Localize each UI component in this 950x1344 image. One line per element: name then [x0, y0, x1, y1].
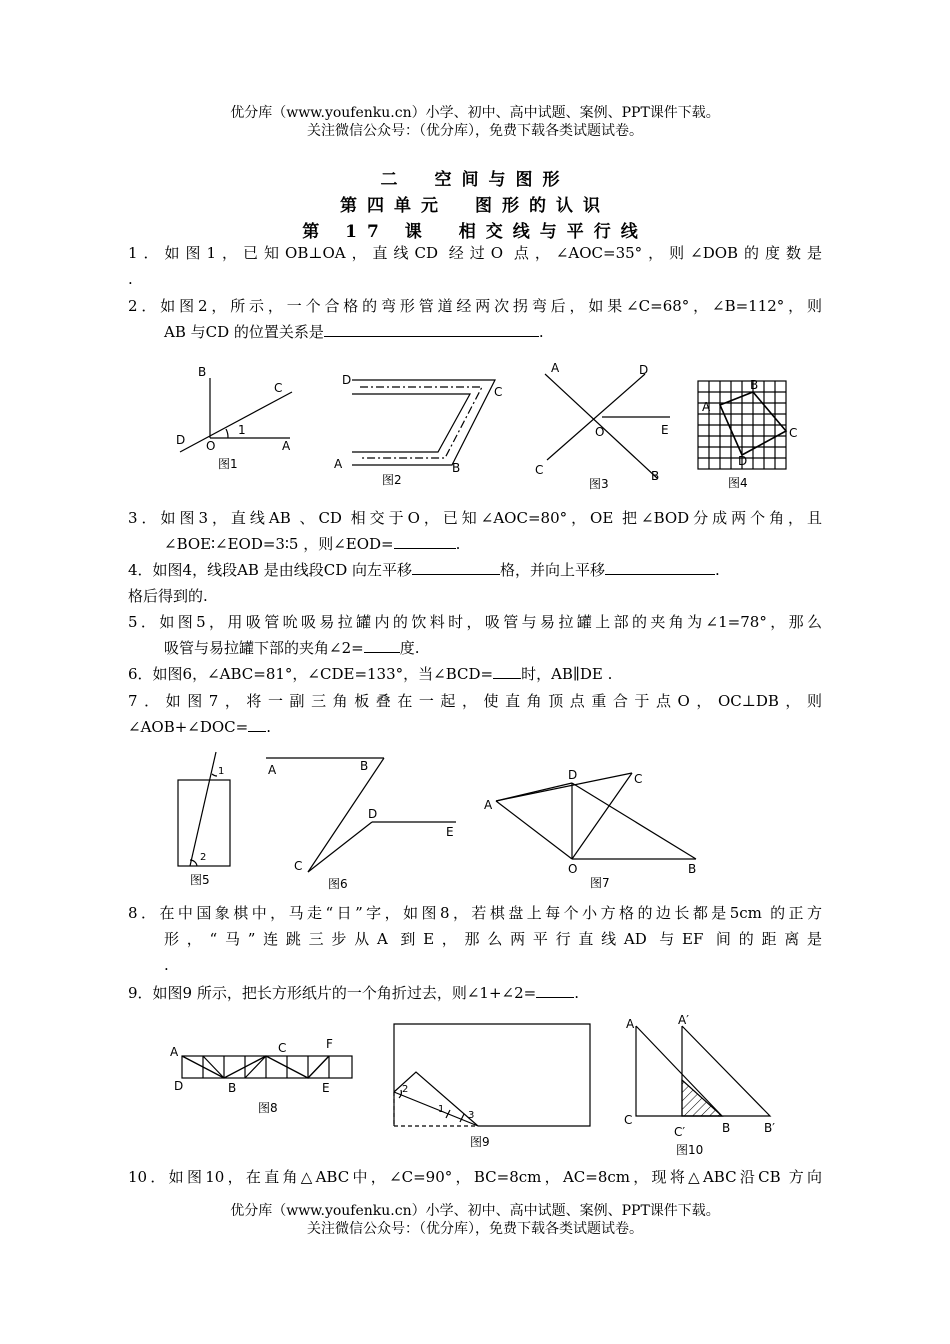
question-8: [128, 900, 822, 978]
question-text: 如图2，所示，一个合格的弯形管道经两次拐弯后，如果∠C=68°，∠B=112°，则: [160, 297, 822, 315]
fig5-label-1: 1: [218, 766, 225, 777]
question-number: 3．: [128, 509, 161, 527]
fig1-label-c: C: [274, 381, 283, 395]
straw-line: [190, 752, 216, 866]
question-tail: .: [574, 984, 580, 1002]
fig8-caption: 图8: [258, 1101, 278, 1115]
section-title: 二 空间与图形: [380, 170, 570, 190]
answer-blank[interactable]: [394, 532, 456, 549]
question-7: [128, 688, 822, 740]
fig2-label-b: B: [452, 461, 461, 475]
fig3-caption: 图3: [589, 477, 609, 491]
question-text: 在中国象棋中，马走“日”字，如图8，若棋盘上每个小方格的边长都是5cm 的正方: [159, 904, 822, 922]
fig7-label-a: A: [484, 798, 493, 812]
fig2-label-c: C: [494, 385, 503, 399]
fig3-label-b: B: [651, 469, 660, 483]
figure-10: [618, 1012, 798, 1160]
line-db: [572, 783, 696, 859]
question-2: [128, 293, 822, 345]
fig10-label-b-prime: B′: [764, 1121, 775, 1135]
fig7-label-c: C: [634, 772, 643, 786]
question-tail: .: [715, 561, 720, 579]
fig4-label-c: C: [789, 426, 798, 440]
question-tail: .: [164, 956, 169, 974]
fig6-caption: 图6: [328, 877, 348, 891]
question-1: [128, 240, 822, 292]
question-text: ∠BOE∶∠EOD=3∶5 ，则∠EOD=: [164, 535, 394, 553]
fig7-caption: 图7: [590, 876, 610, 890]
fig1-label-o: O: [206, 439, 216, 453]
question-tail: 时，AB∥DE .: [521, 665, 613, 683]
line-ac: [496, 773, 632, 801]
folded-corner: [394, 1072, 478, 1126]
question-tail: .: [538, 323, 544, 341]
fig8-label-b: B: [228, 1081, 237, 1095]
question-number: 1．: [128, 244, 165, 262]
question-5: [128, 609, 822, 661]
fig9-label-1: 1: [438, 1104, 445, 1115]
fig1-label-d: D: [176, 433, 186, 447]
question-number: 4．: [128, 561, 153, 579]
fig7-label-o: O: [568, 862, 578, 876]
fig6-label-c: C: [294, 859, 303, 873]
question-10: [128, 1164, 822, 1190]
question-number: 2．: [128, 297, 161, 315]
unit-title: 第四单元 图形的认识: [340, 196, 610, 216]
fig10-label-b: B: [722, 1121, 731, 1135]
line-ao: [496, 801, 572, 859]
fig9-caption: 图9: [470, 1135, 490, 1149]
answer-blank[interactable]: [493, 662, 521, 679]
question-text: AB 与CD 的位置关系是: [164, 323, 324, 341]
fig10-label-a: A: [626, 1017, 635, 1031]
question-tail: .: [266, 718, 272, 736]
figure-6: [262, 748, 462, 892]
fig10-label-c: C: [624, 1113, 633, 1127]
fig5-label-2: 2: [200, 852, 207, 863]
question-number: 6．: [128, 665, 153, 683]
answer-blank[interactable]: [364, 636, 400, 653]
question-tail: 度.: [399, 639, 420, 657]
header-line-1: 优分库（www.youfenku.cn）小学、初中、高中试题、案例、PPT课件下载。: [230, 105, 720, 121]
fig10-caption: 图10: [676, 1143, 704, 1157]
figure-8: [168, 1036, 358, 1120]
question-number: 7．: [128, 692, 166, 710]
question-text: 如图9 所示，把长方形纸片的一个角折过去，则∠1+∠2=: [152, 984, 537, 1002]
question-text: 格后得到的.: [128, 587, 208, 605]
line-oc: [572, 773, 632, 859]
fig2-caption: 图2: [382, 473, 402, 487]
question-number: 5．: [128, 613, 160, 631]
question-tail: .: [455, 535, 461, 553]
fig2-label-d: D: [342, 373, 352, 387]
question-text: 如图10，在直角△ABC中，∠C=90°，BC=8cm，AC=8cm，现将△ABC沿CB 方向: [168, 1168, 822, 1186]
figure-2: [330, 370, 510, 485]
fig3-label-e: E: [661, 423, 669, 437]
fig6-label-e: E: [446, 825, 454, 839]
fig1-label-a: A: [282, 439, 291, 453]
answer-blank[interactable]: [248, 715, 266, 732]
fig4-label-a: A: [702, 400, 711, 414]
question-text: 如图3，直线AB 、CD 相交于O，已知∠AOC=80°，OE 把∠BOD分成两个角，且: [160, 509, 823, 527]
footer-line-2: 关注微信公众号：（优分库），免费下载各类试题试卷。: [307, 1221, 643, 1237]
question-text: 如图5，用吸管吮吸易拉罐内的饮料时，吸管与易拉罐上部的夹角为∠1=78°，那么: [159, 613, 822, 631]
question-text: 如图7，将一副三角板叠在一起，使直角顶点重合于点O，OC⊥DB，则: [165, 692, 822, 710]
fig10-label-c-prime: C′: [674, 1125, 686, 1139]
question-text: 形，“马”连跳三步从A 到E，那么两平行直线AD 与EF 间的距离是: [164, 930, 822, 948]
fig8-label-f: F: [326, 1037, 333, 1051]
figure-3: [535, 360, 675, 490]
fig8-label-a: A: [170, 1045, 179, 1059]
triangle-abc: [636, 1026, 722, 1116]
figure-1: [170, 360, 300, 475]
fig9-label-3: 3: [468, 1110, 475, 1121]
fig7-label-b: B: [688, 862, 697, 876]
paper-rect: [394, 1024, 590, 1126]
question-text: ∠AOB+∠DOC=: [128, 718, 249, 736]
question-text: 如图1，已知OB⊥OA，直线CD 经过O 点，∠AOC=35°，则∠DOB的度数是: [164, 244, 823, 262]
answer-blank[interactable]: [605, 558, 715, 575]
header-line-2: 关注微信公众号：（优分库），免费下载各类试题试卷。: [307, 123, 643, 139]
fig8-label-c: C: [278, 1041, 287, 1055]
fig6-label-d: D: [368, 807, 378, 821]
footer-line-1: 优分库（www.youfenku.cn）小学、初中、高中试题、案例、PPT课件下载。: [230, 1203, 720, 1219]
question-text: 如图6，∠ABC=81°，∠CDE=133°，当∠BCD=: [152, 665, 494, 683]
fig8-label-e: E: [322, 1081, 330, 1095]
question-tail: .: [128, 270, 133, 288]
fig1-label-b: B: [198, 365, 207, 379]
fig1-label-angle1: 1: [238, 423, 246, 437]
figure-9: [388, 1018, 598, 1156]
angle-1-arc: [226, 429, 228, 438]
question-9: [128, 980, 822, 1006]
question-3: [128, 505, 822, 557]
question-6: [128, 661, 822, 687]
answer-blank[interactable]: [412, 558, 500, 575]
fig4-caption: 图4: [728, 476, 748, 490]
fig3-label-c: C: [535, 463, 544, 477]
fig4-label-b: B: [750, 378, 759, 392]
fold-crease: [394, 1092, 478, 1126]
fig4-label-d: D: [738, 454, 748, 468]
figure-4: [690, 375, 810, 495]
fig3-label-d: D: [639, 363, 649, 377]
figure-5: [170, 748, 250, 890]
question-text: 如图4，线段AB 是由线段CD 向左平移: [152, 561, 412, 579]
fig8-label-d: D: [174, 1079, 184, 1093]
lesson-title: 第 17 课 相交线与平行线: [302, 222, 648, 242]
pipe-center: [360, 387, 482, 458]
overlap-region: [682, 1080, 722, 1116]
answer-blank[interactable]: [536, 981, 574, 998]
fig1-caption: 图1: [218, 457, 238, 471]
question-text: 吸管与易拉罐下部的夹角∠2=: [164, 639, 364, 657]
line-cd: [308, 822, 372, 872]
answer-blank[interactable]: [324, 320, 539, 337]
fig7-label-d: D: [568, 768, 578, 782]
fig3-label-a: A: [551, 361, 560, 375]
question-text: 格，并向上平移: [500, 561, 606, 579]
fig3-label-o: O: [595, 425, 605, 439]
figure-7: [480, 765, 720, 891]
question-number: 8．: [128, 904, 160, 922]
fig2-label-a: A: [334, 457, 343, 471]
question-4: [128, 557, 822, 609]
question-number: 9．: [128, 984, 153, 1002]
fig6-label-b: B: [360, 759, 369, 773]
angle-1-arc: [212, 774, 217, 776]
fig5-caption: 图5: [190, 873, 210, 887]
line-cd: [180, 392, 292, 452]
fig6-label-a: A: [268, 763, 277, 777]
fig9-label-2: 2: [402, 1084, 409, 1095]
pipe-inner: [352, 394, 470, 452]
question-number: 10．: [128, 1168, 169, 1186]
fig10-label-a-prime: A′: [678, 1013, 689, 1027]
